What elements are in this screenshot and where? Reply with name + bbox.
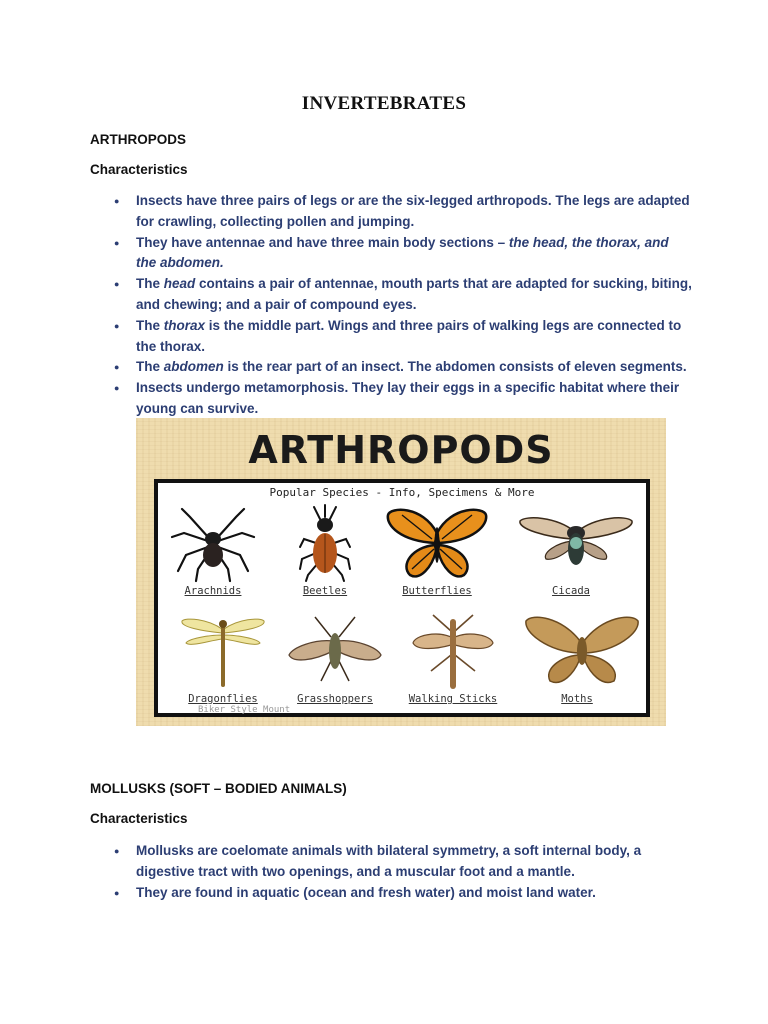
list-item-text: is the rear part of an insect. The abdomen consists of eleven segments. xyxy=(223,359,687,375)
mollusks-characteristics-list xyxy=(112,841,692,903)
specimen-dragonflies xyxy=(168,611,278,705)
page-title: INVERTEBRATES xyxy=(301,93,467,114)
arthropods-characteristics-list xyxy=(112,191,692,420)
specimen-label: Butterflies xyxy=(402,585,472,597)
cicada-icon xyxy=(516,503,636,583)
list-item-text: is the middle part. Wings and three pairs of walking legs are connected to the thorax. xyxy=(136,317,682,354)
section-heading-mollusks: MOLLUSKS (SOFT – BODIED ANIMALS) xyxy=(90,781,347,796)
poster-watermark: Biker Style Mount xyxy=(198,705,291,715)
specimen-arachnids xyxy=(158,503,268,597)
list-item xyxy=(112,191,692,233)
list-item xyxy=(112,357,692,378)
poster-title: ARTHROPODS xyxy=(248,428,554,472)
specimen-beetles xyxy=(270,503,380,597)
panel-header: Popular Species - Info, Specimens & More xyxy=(269,486,535,499)
specimen-label: Arachnids xyxy=(184,585,242,597)
list-item-text: Mollusks are coelomate animals with bilateral symmetry, a soft internal body, a digestive tract with two openings, and a muscular foot and a mantle. xyxy=(136,843,642,879)
subheading-characteristics: Characteristics xyxy=(90,811,188,826)
list-item-emphasis: abdomen xyxy=(163,359,224,375)
list-item xyxy=(112,316,692,358)
list-item-text: Insects undergo metamorphosis. They lay their eggs in a specific habitat where their young can survive. xyxy=(136,380,680,416)
specimen-cicada xyxy=(516,503,626,597)
list-item xyxy=(112,274,692,316)
specimen-label: Walking Sticks xyxy=(408,693,498,705)
section-heading-arthropods: ARTHROPODS xyxy=(90,132,187,147)
walking-stick-icon xyxy=(403,611,503,691)
spider-icon xyxy=(168,503,258,583)
specimen-label: Moths xyxy=(561,693,593,705)
list-item-text: The xyxy=(136,317,164,333)
list-item-text: They are found in aquatic (ocean and fresh water) and moist land water. xyxy=(136,884,596,900)
butterfly-icon xyxy=(382,503,492,583)
list-item-text: The xyxy=(136,359,164,375)
specimen-grasshoppers xyxy=(280,611,390,705)
beetle-icon xyxy=(280,503,370,583)
arthropods-poster-image xyxy=(136,418,666,726)
specimen-walking-sticks xyxy=(398,611,508,705)
list-item-text: Insects have three pairs of legs or are the six-legged arthropods. The legs are adapted for crawling, collecting pollen and jumping. xyxy=(136,193,690,229)
moth-icon xyxy=(522,611,642,691)
list-item-emphasis: head xyxy=(163,276,196,292)
specimen-label: Dragonflies xyxy=(188,693,258,705)
specimen-label: Grasshoppers xyxy=(297,693,373,705)
list-item xyxy=(112,841,692,883)
specimen-label: Cicada xyxy=(552,585,590,597)
specimen-panel xyxy=(154,479,650,717)
list-item-text: They have antennae and have three main body sections – xyxy=(136,234,509,250)
list-item xyxy=(112,233,692,275)
grasshopper-icon xyxy=(285,611,385,691)
dragonfly-icon xyxy=(178,611,268,691)
specimen-label: Beetles xyxy=(302,585,348,597)
list-item xyxy=(112,883,692,904)
list-item-emphasis: the head, the thorax, and the abdomen. xyxy=(136,234,669,271)
list-item-emphasis: thorax xyxy=(163,317,206,333)
specimen-butterflies xyxy=(382,503,492,597)
specimen-moths xyxy=(522,611,632,705)
list-item-text: contains a pair of antennae, mouth parts that are adapted for sucking, biting, and chewing; and a pair of compound eyes. xyxy=(136,276,692,312)
list-item xyxy=(112,378,692,420)
list-item-text: The xyxy=(136,276,164,292)
subheading-characteristics: Characteristics xyxy=(90,162,188,177)
